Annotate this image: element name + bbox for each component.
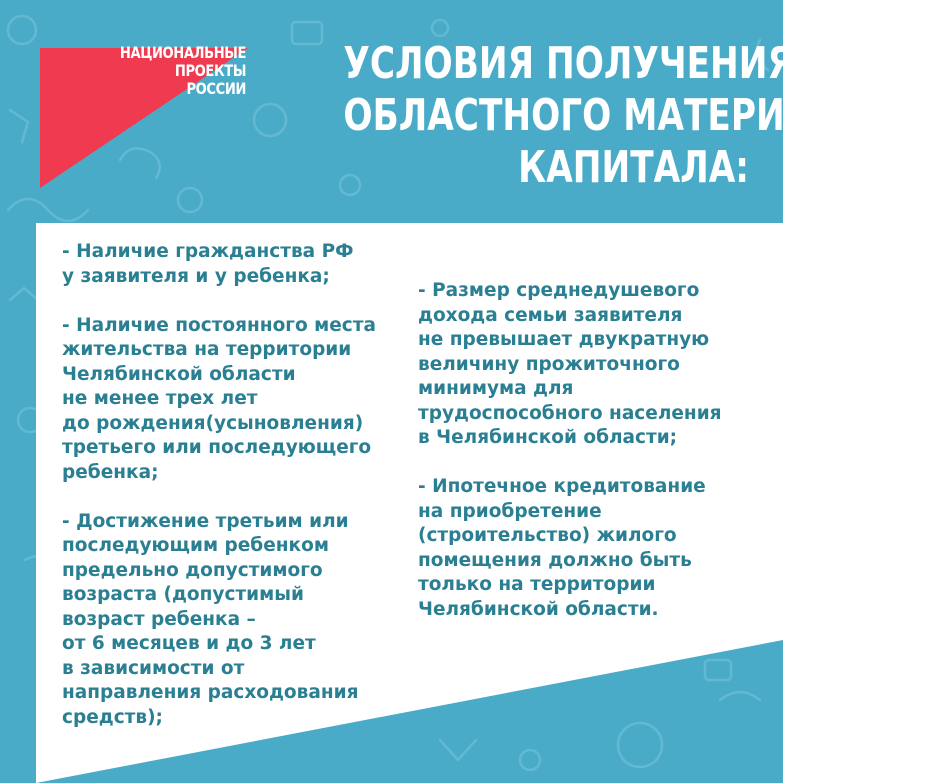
title-line: УСЛОВИЯ ПОЛУЧЕНИЯ bbox=[343, 38, 794, 89]
text-line: трудоспособного населения bbox=[418, 402, 722, 424]
text-line: - Размер среднедушевого bbox=[418, 280, 700, 301]
title-line: КАПИТАЛА: bbox=[518, 142, 749, 193]
text-line: не превышает двукратную bbox=[418, 329, 710, 350]
text-line: направления расходования bbox=[62, 682, 359, 703]
text-line: - Ипотечное кредитование bbox=[418, 476, 706, 497]
text-line: от 6 месяцев и до 3 лет bbox=[62, 633, 316, 654]
text-line: ребенка; bbox=[62, 461, 159, 483]
condition-child-age bbox=[62, 510, 407, 731]
text-line: третьего или последующего bbox=[62, 437, 372, 458]
text-line: Челябинской области. bbox=[418, 598, 659, 620]
text-line: у заявителя и у ребенка; bbox=[62, 265, 330, 287]
condition-income bbox=[418, 279, 758, 451]
text-line: Челябинской области bbox=[62, 363, 296, 385]
text-line: - Достижение третьим или bbox=[62, 510, 349, 532]
text-line: - Наличие постоянного места bbox=[62, 314, 376, 336]
text-line: величину прожиточного bbox=[418, 353, 680, 375]
text-line: в Челябинской области; bbox=[418, 427, 678, 448]
condition-mortgage bbox=[418, 475, 758, 622]
text-line: минимума для bbox=[418, 378, 574, 399]
logo-line: НАЦИОНАЛЬНЫЕ bbox=[119, 43, 246, 62]
text-line: не менее трех лет bbox=[62, 388, 258, 409]
text-line: помещения должно быть bbox=[418, 549, 692, 571]
text-line: дохода семьи заявителя bbox=[418, 304, 683, 326]
text-line: жительства на территории bbox=[62, 339, 352, 360]
conditions-right-column bbox=[418, 279, 758, 647]
text-line: предельно допустимого bbox=[62, 559, 323, 581]
text-line: в зависимости от bbox=[62, 657, 245, 679]
conditions-left-column bbox=[62, 240, 407, 755]
logo-line: РОССИИ bbox=[186, 79, 246, 98]
condition-residence bbox=[62, 314, 407, 486]
text-line: - Наличие гражданства РФ bbox=[62, 241, 354, 262]
text-line: до рождения(усыновления) bbox=[62, 412, 364, 434]
condition-citizenship bbox=[62, 240, 407, 289]
text-line: возраста (допустимый bbox=[62, 584, 304, 605]
text-line: на приобретение bbox=[418, 500, 602, 522]
text-line: возраст ребенка – bbox=[62, 608, 256, 630]
text-line: последующим ребенком bbox=[62, 535, 329, 556]
title-line: ОБЛАСТНОГО МАТЕРИНСКОГО bbox=[343, 90, 947, 141]
text-line: (строительство) жилого bbox=[418, 525, 677, 546]
text-line: средств); bbox=[62, 706, 163, 728]
logo-line: ПРОЕКТЫ bbox=[174, 61, 246, 80]
text-line: только на территории bbox=[418, 574, 656, 595]
